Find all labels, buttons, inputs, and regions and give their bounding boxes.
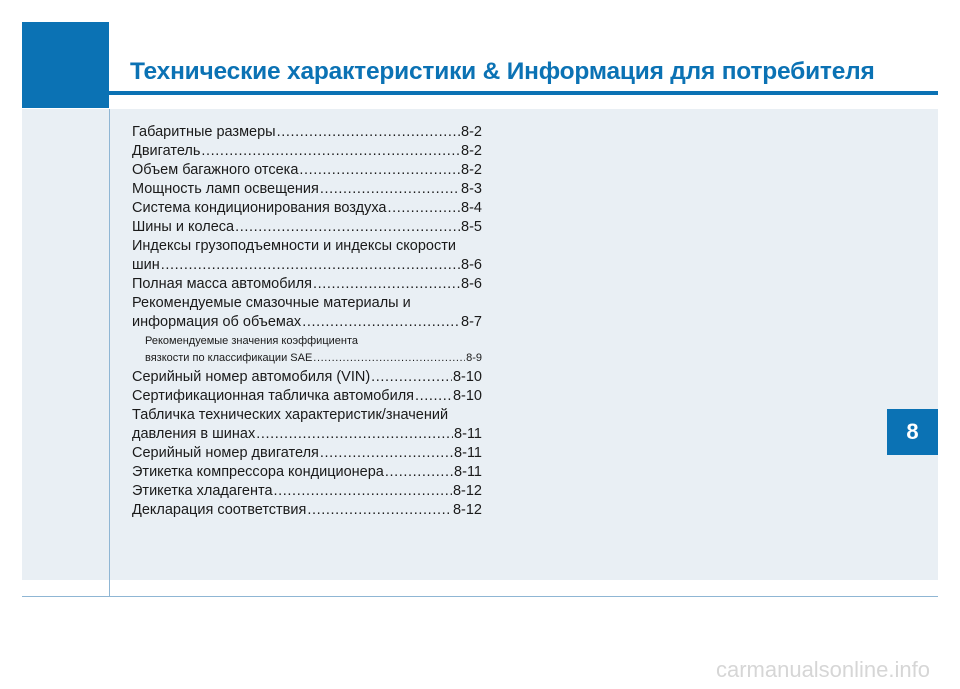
toc-dot-leader (320, 180, 460, 199)
toc-dot-leader (201, 142, 460, 161)
toc-entry-title-line: Индексы грузоподъемности и индексы скорости (132, 238, 456, 254)
toc-entry-line (145, 350, 482, 367)
toc-dot-leader (299, 161, 460, 180)
toc-entry-line (132, 161, 482, 180)
toc-entry-title: Система кондиционирования воздуха (132, 200, 387, 216)
toc-entry-line (132, 444, 482, 463)
toc-entry-title: Декларация соответствия (132, 502, 307, 518)
toc-entry[interactable] (132, 482, 482, 501)
toc-entry[interactable] (132, 333, 482, 367)
toc-page-number: 8-11 (454, 445, 482, 461)
toc-entry[interactable] (132, 180, 482, 199)
toc-entry-title: давления в шинах (132, 426, 256, 442)
toc-entry-title: Серийный номер автомобиля (VIN) (132, 369, 371, 385)
toc-entry[interactable] (132, 218, 482, 237)
toc-page-number: 8-9 (466, 352, 482, 364)
toc-entry-line (132, 218, 482, 237)
toc-entry[interactable] (132, 294, 482, 332)
toc-entry-title-line: Рекомендуемые смазочные материалы и (132, 295, 411, 311)
toc-page-number: 8-6 (461, 276, 482, 292)
toc-entry-line (132, 501, 482, 520)
toc-page-number: 8-2 (461, 124, 482, 140)
toc-entry[interactable] (132, 142, 482, 161)
toc-entry[interactable] (132, 406, 482, 444)
footer-rule (22, 596, 938, 597)
toc-entry-title: Шины и колеса (132, 219, 235, 235)
table-of-contents (132, 123, 482, 520)
toc-entry-title: Объем багажного отсека (132, 162, 299, 178)
toc-entry-title-line: Табличка технических характеристик/значений (132, 407, 449, 423)
toc-page-number: 8-2 (461, 162, 482, 178)
toc-entry-line (132, 180, 482, 199)
toc-dot-leader (371, 368, 452, 387)
toc-page-number: 8-3 (461, 181, 482, 197)
watermark: carmanualsonline.info (715, 657, 930, 682)
toc-entry-title: Серийный номер двигателя (132, 445, 319, 461)
toc-entry-title: Сертификационная табличка автомобиля (132, 388, 415, 404)
toc-entry-title: шин (132, 257, 160, 273)
toc-page-number: 8-5 (461, 219, 482, 235)
toc-entry-line (132, 199, 482, 218)
toc-dot-leader (302, 313, 460, 332)
toc-entry-title: Этикетка хладагента (132, 483, 273, 499)
toc-dot-leader (313, 350, 465, 367)
toc-entry-line (132, 275, 482, 294)
toc-entry-line (132, 387, 482, 406)
toc-dot-leader (235, 218, 460, 237)
toc-page-number: 8-7 (461, 314, 482, 330)
toc-entry-line (132, 142, 482, 161)
chapter-corner-block (22, 22, 109, 108)
toc-entry-title-line: Рекомендуемые значения коэффициента (145, 335, 358, 347)
toc-page-number: 8-10 (452, 369, 482, 385)
toc-entry-title: Этикетка компрессора кондиционера (132, 464, 384, 480)
toc-entry[interactable] (132, 387, 482, 406)
toc-entry-line (132, 425, 482, 444)
header-rule (109, 91, 938, 95)
toc-entry[interactable] (132, 199, 482, 218)
toc-entry-title: вязкости по классификации SAE (145, 352, 313, 364)
toc-dot-leader (274, 482, 452, 501)
toc-entry-line (132, 256, 482, 275)
toc-entry[interactable] (132, 123, 482, 142)
toc-entry-title: Двигатель (132, 143, 201, 159)
toc-entry[interactable] (132, 368, 482, 387)
margin-divider (109, 109, 110, 597)
toc-entry-title: Габаритные размеры (132, 124, 276, 140)
toc-entry[interactable] (132, 463, 482, 482)
toc-entry[interactable] (132, 444, 482, 463)
toc-entry[interactable] (132, 275, 482, 294)
toc-entry-line (132, 463, 482, 482)
toc-dot-leader (385, 463, 453, 482)
toc-entry-title: Мощность ламп освещения (132, 181, 319, 197)
toc-entry-line (132, 123, 482, 142)
toc-page-number: 8-10 (452, 388, 482, 404)
toc-dot-leader (320, 444, 453, 463)
toc-dot-leader (256, 425, 453, 444)
toc-dot-leader (161, 256, 460, 275)
toc-dot-leader (388, 199, 461, 218)
toc-page-number: 8-6 (461, 257, 482, 273)
toc-entry-line (132, 482, 482, 501)
toc-entry[interactable] (132, 161, 482, 180)
toc-entry-line (132, 368, 482, 387)
toc-page-number: 8-11 (454, 464, 482, 480)
toc-entry[interactable] (132, 237, 482, 275)
chapter-tab[interactable]: 8 (887, 409, 938, 455)
toc-page-number: 8-12 (452, 483, 482, 499)
toc-page-number: 8-2 (461, 143, 482, 159)
toc-dot-leader (277, 123, 460, 142)
toc-page-number: 8-12 (452, 502, 482, 518)
toc-dot-leader (415, 387, 452, 406)
toc-page-number: 8-4 (461, 200, 482, 216)
toc-entry-title: информация об объемах (132, 314, 302, 330)
toc-page-number: 8-11 (454, 426, 482, 442)
toc-dot-leader (313, 275, 460, 294)
page-title: Технические характеристики & Информация для потребителя (130, 58, 875, 85)
toc-entry[interactable] (132, 501, 482, 520)
toc-dot-leader (307, 501, 452, 520)
toc-entry-line (132, 313, 482, 332)
toc-entry-title: Полная масса автомобиля (132, 276, 312, 292)
